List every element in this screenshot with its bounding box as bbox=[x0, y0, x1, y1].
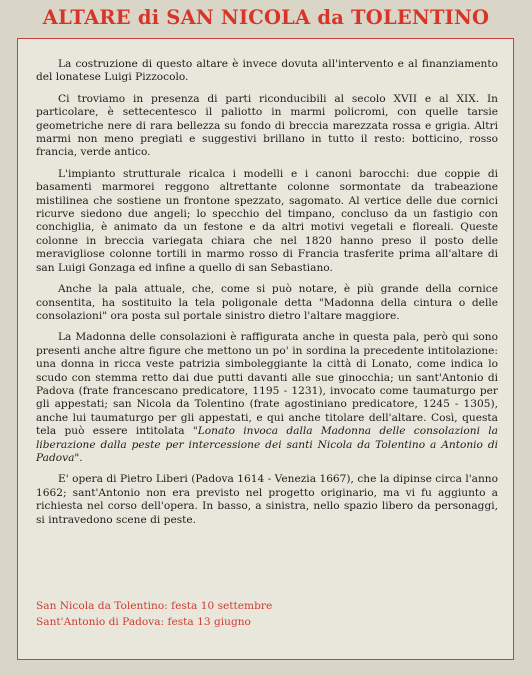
paragraph-intro: La costruzione di questo altare è invece dovuta all'intervento e al finanziamento del lonatese Luigi Pizzocolo. bbox=[36, 58, 498, 84]
paragraph-author: E' opera di Pietro Liberi (Padova 1614 - Venezia 1667), che la dipinse circa l'anno 1662; sant'Antonio non era previsto nel progetto originario, ma vi fu aggiunto a richiesta nel corso dell'opera. In basso, a sinistra, nello spazio libero da personaggi, si intravedono scene di peste. bbox=[36, 473, 498, 526]
paragraph-centuries: Ci troviamo in presenza di parti riconducibili al secolo XVII e al XIX. In particolare, è settecentesco il paliotto in marmi policromi, con quelle tarsie geometriche nere di rara bellezza su fondo di breccia marezzata rossa e grigia. Altri marmi non meno pregiati e suggestivi brillano in tutto il resto: botticino, rosso francia, verde antico. bbox=[36, 92, 498, 159]
feast-days bbox=[36, 598, 272, 630]
painting-title: "Lonato invoca dalla Madonna delle consolazioni la liberazione dalla peste per intercessione dei santi Nicola da Tolentino a Antonio di Padova". bbox=[36, 425, 498, 464]
paragraph-madonna bbox=[36, 331, 498, 465]
paragraph-altarpiece: Anche la pala attuale, che, come si può notare, è più grande della cornice consentita, ha sostituito la tela poligonale detta "Madonna della cintura o delle consolazioni" ora posta sul portale sinistro dietro l'altare maggiore. bbox=[36, 283, 498, 322]
page-title: ALTARE di SAN NICOLA da TOLENTINO bbox=[42, 6, 490, 29]
feast-san-nicola: San Nicola da Tolentino: festa 10 settembre bbox=[36, 600, 273, 612]
paragraph-structure: L'impianto strutturale ricalca i modelli e i canoni barocchi: due coppie di basamenti marmorei reggono altrettante colonne sormontate da trabeazione mistilinea che sostiene un frontone spezzato, sagomato. Al vertice delle due cornici ricurve siedono due angeli; lo specchio del timpano, concluso da un fastigio con conchiglia, è animato da un festone e da altri motivi vegetali e floreali. Queste colonne in breccia variegata chiara che nel 1820 hanno preso il posto delle meravigliose colonne tortili in marmo rosso di Francia trasferite prima all'altare di san Luigi Gonzaga ed infine a quello di san Sebastiano. bbox=[36, 167, 498, 274]
paragraph-madonna-text: La Madonna delle consolazioni è raffigurata anche in questa pala, però qui sono presenti anche altre figure che mettono un po' in sordina la precedente intitolazione: una donna in ricca veste patrizia simboleggiante la città di Lonato, come indica lo scudo con stemma retto dai due putti davanti alle sue ginocchia; un sant'Antonio di Padova (frate francescano predicatore, 1195 - 1231), invocato come taumaturgo per gli appestati; san Nicola da Tolentino (frate agostiniano predicatore, 1245 - 1305), anche lui taumaturgo per gli appestati, e qui anche titolare dell'altare. Così, questa tela può essere intitolata bbox=[36, 331, 498, 438]
feast-sant-antonio: Sant'Antonio di Padova: festa 13 giugno bbox=[36, 616, 251, 628]
body-text bbox=[36, 58, 498, 535]
